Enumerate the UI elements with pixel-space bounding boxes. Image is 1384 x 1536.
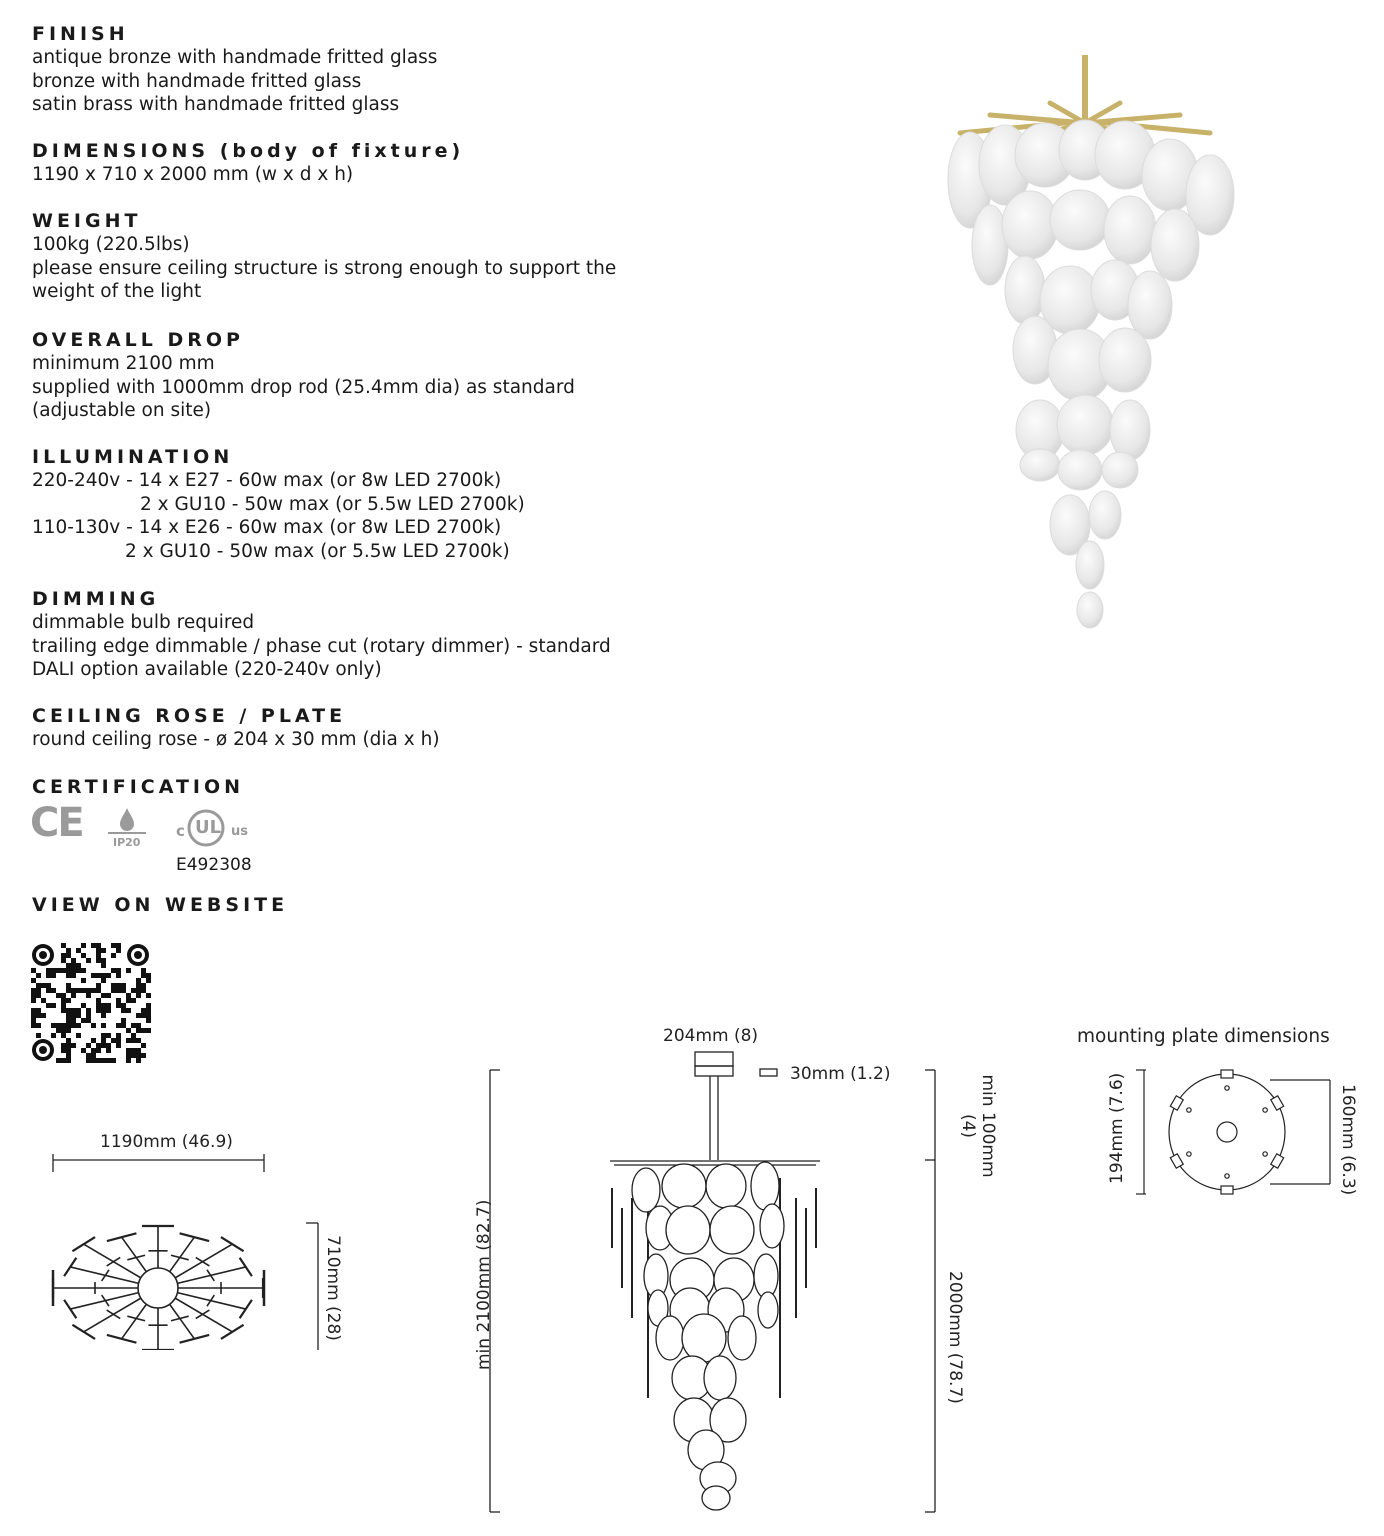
finish-line: bronze with handmade fritted glass bbox=[32, 70, 362, 92]
elevation-drawing bbox=[480, 1048, 960, 1528]
min-rod-label: min 100mm (4) bbox=[958, 1074, 998, 1178]
ul-us-label: us bbox=[231, 824, 248, 839]
weight-line: weight of the light bbox=[32, 281, 202, 302]
ul-c-label: c bbox=[176, 822, 185, 840]
product-photo bbox=[930, 45, 1260, 645]
mounting-plate-title: mounting plate dimensions bbox=[1077, 1026, 1330, 1047]
weight-line: please ensure ceiling structure is strong enough to support the bbox=[32, 257, 617, 279]
ul-listed-icon bbox=[176, 808, 256, 848]
dimensions-line: 1190 x 710 x 2000 mm (w x d x h) bbox=[32, 164, 354, 185]
overall-drop-section bbox=[32, 328, 575, 423]
dimensions-section bbox=[32, 139, 464, 187]
certification-section bbox=[32, 775, 244, 799]
rose-height-label: 30mm (1.2) bbox=[790, 1064, 891, 1084]
ceiling-rose-line: round ceiling rose - ø 204 x 30 mm (dia x h) bbox=[32, 729, 440, 750]
body-height-label: 2000mm (78.7) bbox=[945, 1271, 965, 1404]
rose-width-label: 204mm (8) bbox=[663, 1026, 759, 1046]
ce-mark-icon: CE bbox=[30, 800, 83, 846]
overall-drop-line: supplied with 1000mm drop rod (25.4mm dia) as standard bbox=[32, 376, 575, 398]
plan-view-drawing bbox=[40, 1150, 400, 1350]
ul-file-number: E492308 bbox=[176, 855, 252, 875]
website-heading[interactable]: VIEW ON WEBSITE bbox=[32, 894, 289, 916]
overall-drop-line: (adjustable on site) bbox=[32, 400, 212, 421]
plate-inner-label: 160mm (6.3) bbox=[1338, 1084, 1358, 1196]
dimming-line: dimmable bulb required bbox=[32, 612, 255, 633]
illumination-section bbox=[32, 445, 525, 563]
illumination-line: 2 x GU10 - 50w max (or 5.5w LED 2700k) bbox=[140, 493, 525, 515]
ceiling-rose-section bbox=[32, 704, 440, 752]
weight-section bbox=[32, 209, 616, 304]
illumination-line: 220-240v - 14 x E27 - 60w max (or 8w LED 2700k) bbox=[32, 470, 502, 491]
illumination-line: 2 x GU10 - 50w max (or 5.5w LED 2700k) bbox=[125, 540, 510, 562]
ip20-icon bbox=[106, 805, 148, 851]
min-overall-label: min 2100mm (82.7) bbox=[474, 1199, 494, 1370]
dimming-line: DALI option available (220-240v only) bbox=[32, 659, 382, 680]
dimming-line: trailing edge dimmable / phase cut (rotary dimmer) - standard bbox=[32, 635, 611, 657]
mounting-plate-drawing bbox=[1130, 1064, 1360, 1204]
dimming-heading: DIMMING bbox=[32, 588, 160, 610]
plan-width-label: 1190mm (46.9) bbox=[100, 1132, 233, 1152]
qr-code-icon[interactable] bbox=[31, 943, 151, 1063]
website-section bbox=[32, 893, 288, 917]
ip20-label: IP20 bbox=[113, 836, 141, 849]
overall-drop-line: minimum 2100 mm bbox=[32, 353, 215, 374]
finish-heading: FINISH bbox=[32, 23, 129, 45]
certification-heading: CERTIFICATION bbox=[32, 776, 245, 798]
illumination-heading: ILLUMINATION bbox=[32, 446, 234, 468]
dimming-section bbox=[32, 587, 611, 682]
plate-outer-label: 194mm (7.6) bbox=[1107, 1072, 1127, 1184]
finish-line: satin brass with handmade fritted glass bbox=[32, 94, 400, 115]
finish-line: antique bronze with handmade fritted glass bbox=[32, 47, 438, 68]
overall-drop-heading: OVERALL DROP bbox=[32, 329, 244, 351]
ceiling-rose-heading: CEILING ROSE / PLATE bbox=[32, 705, 347, 727]
weight-line: 100kg (220.5lbs) bbox=[32, 234, 190, 255]
finish-section bbox=[32, 22, 437, 117]
plan-depth-label: 710mm (28) bbox=[323, 1235, 343, 1341]
illumination-line: 110-130v - 14 x E26 - 60w max (or 8w LED 2700k) bbox=[32, 517, 502, 538]
weight-heading: WEIGHT bbox=[32, 210, 142, 232]
ul-mark-label: UL bbox=[195, 817, 222, 838]
dimensions-heading: DIMENSIONS (body of fixture) bbox=[32, 140, 465, 162]
